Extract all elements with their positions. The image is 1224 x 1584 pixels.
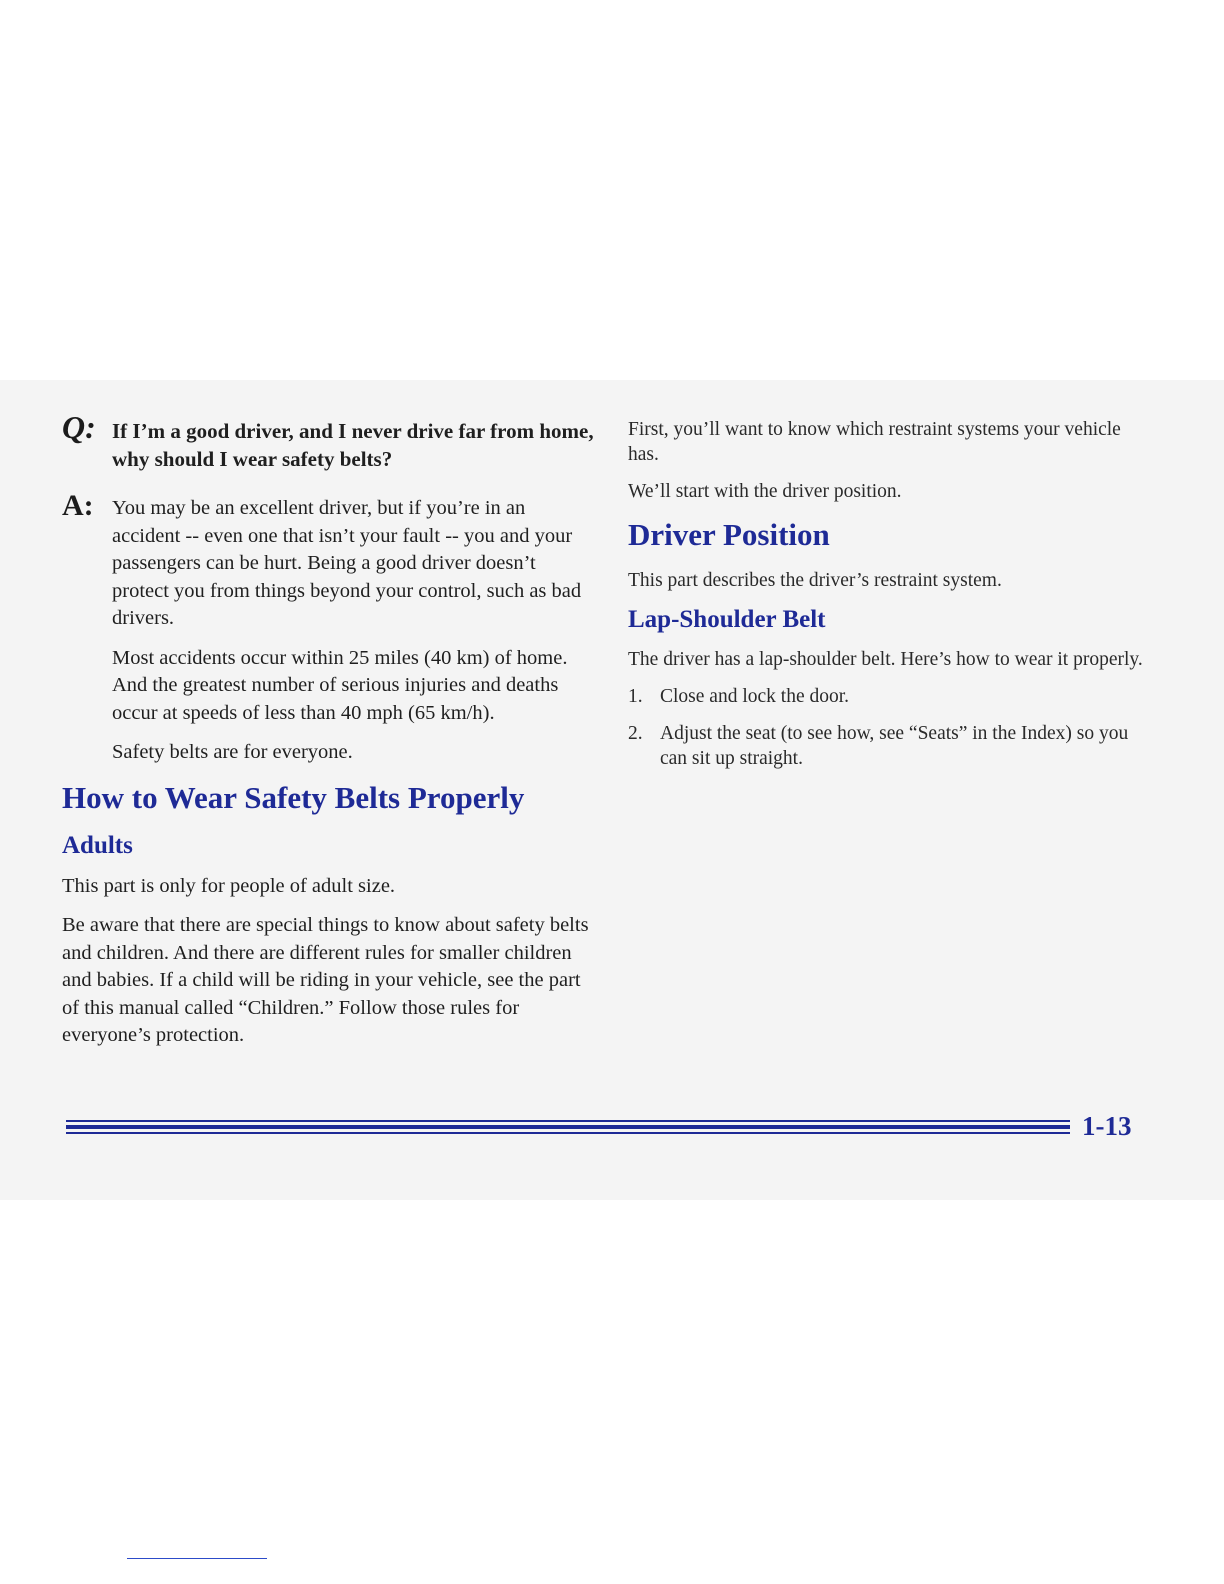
intro-paragraph-2: We’ll start with the driver position.	[628, 481, 902, 502]
question-block	[62, 409, 594, 473]
list-item-text: Adjust the seat (to see how, see “Seats” in the Index) so you can sit up straight.	[660, 723, 1129, 769]
list-item-number: 2.	[628, 723, 643, 744]
steps-list	[628, 684, 1150, 771]
question-marker: Q:	[62, 409, 96, 445]
right-column	[628, 417, 1150, 783]
section-heading-safety-belts: How to Wear Safety Belts Properly	[62, 779, 525, 815]
driver-paragraph: This part describes the driver’s restraint system.	[628, 570, 1002, 591]
answer-paragraph-3: Safety belts are for everyone.	[112, 741, 353, 763]
bottom-divider	[127, 1558, 267, 1559]
subheading-lap-shoulder-belt: Lap-Shoulder Belt	[628, 606, 826, 633]
answer-block	[62, 489, 594, 767]
answer-marker: A:	[62, 489, 94, 522]
section-heading-driver-position: Driver Position	[628, 517, 830, 552]
list-item	[628, 721, 1150, 771]
left-column	[62, 409, 594, 1062]
belt-paragraph: The driver has a lap-shoulder belt. Here’s how to wear it properly.	[628, 649, 1143, 670]
answer-paragraph-2: Most accidents occur within 25 miles (40 km) of home. And the greatest number of serious injuries and deaths occur at speeds of less than 40 mph (65 km/h).	[112, 646, 568, 724]
list-item-number: 1.	[628, 686, 643, 707]
question-text: If I’m a good driver, and I never drive far from home, why should I wear safety belts?	[112, 419, 594, 471]
list-item-text: Close and lock the door.	[660, 686, 850, 707]
list-item	[628, 684, 1150, 709]
footer-rule-bottom	[66, 1132, 1070, 1134]
adults-paragraph-2: Be aware that there are special things to know about safety belts and children. And there are different rules for smaller children and babies. If a child will be riding in your vehicle, see the part of this manual called “Children.” Follow those rules for everyone’s protection.	[62, 914, 589, 1046]
adults-paragraph-1: This part is only for people of adult size.	[62, 874, 396, 897]
answer-paragraph-1: You may be an excellent driver, but if you’re in an accident -- even one that isn’t your fault -- you and your passengers can be hurt. Being a good driver doesn’t protect you from things beyond your control, such as bad drivers.	[112, 497, 582, 629]
page-number: 1-13	[1082, 1111, 1132, 1141]
intro-paragraph-1: First, you’ll want to know which restraint systems your vehicle has.	[628, 419, 1121, 465]
footer-rule-top	[66, 1120, 1070, 1122]
subheading-adults: Adults	[62, 831, 133, 859]
footer-rule-middle	[66, 1125, 1070, 1129]
